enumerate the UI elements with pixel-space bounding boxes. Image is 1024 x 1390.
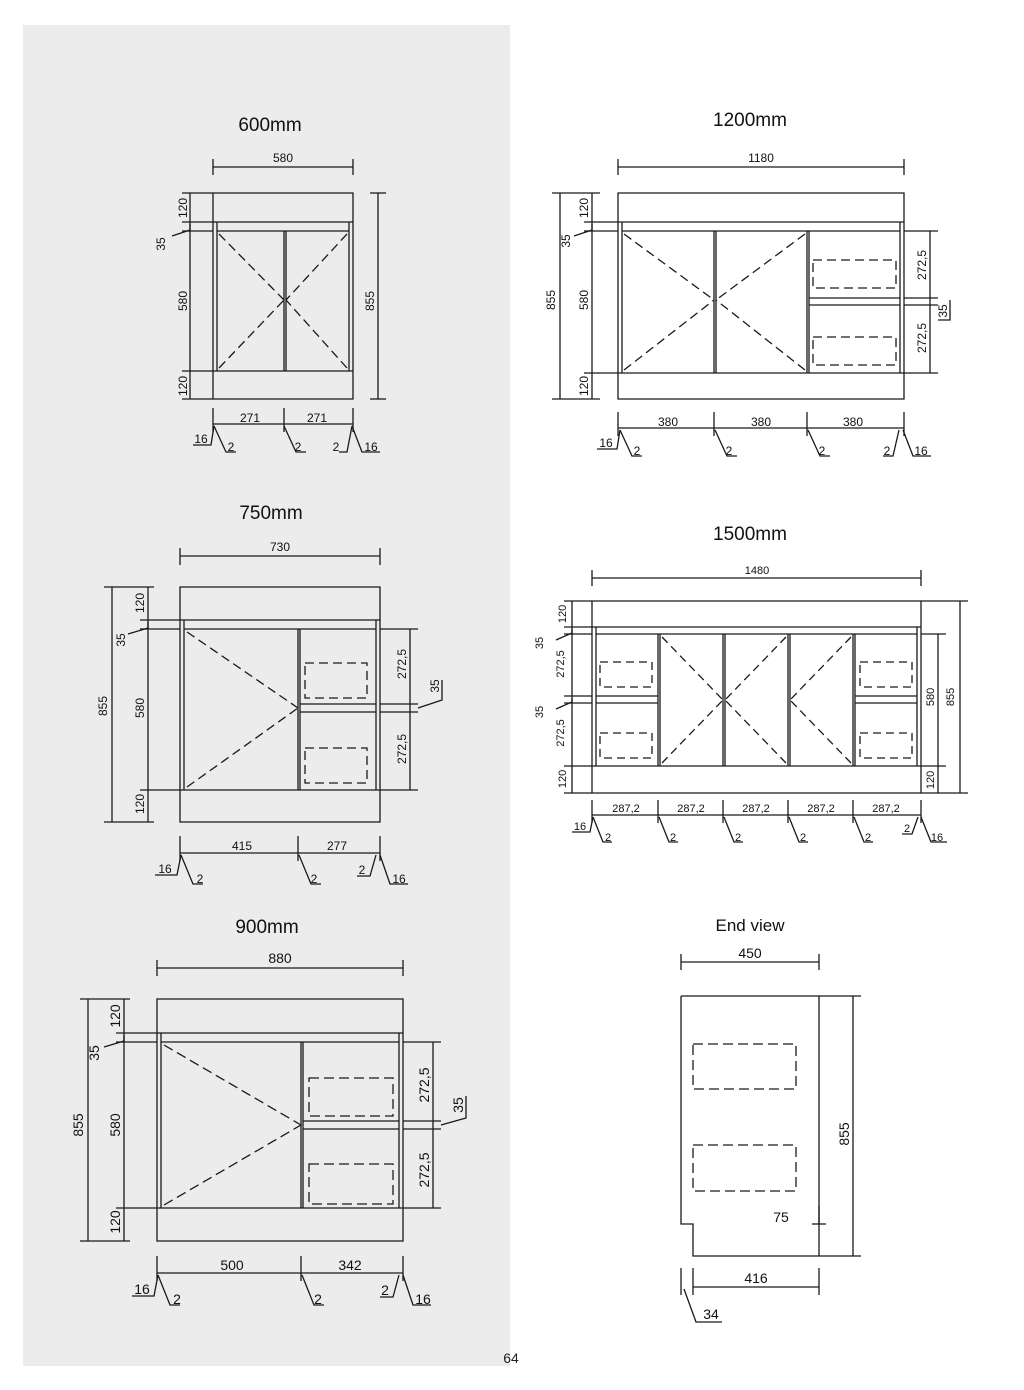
dim-gap-mid: 2 bbox=[310, 872, 318, 886]
drawer-handle-cutout bbox=[813, 337, 896, 365]
dim-door-3: 380 bbox=[842, 415, 864, 429]
dim-depth: 450 bbox=[738, 945, 762, 961]
dim-col-5: 287,2 bbox=[872, 803, 900, 815]
dim-body: 580 bbox=[107, 1113, 123, 1137]
door-open-marks bbox=[600, 637, 912, 763]
dim-base: 120 bbox=[176, 375, 190, 397]
dim-width: 1480 bbox=[744, 565, 770, 577]
dim-base: 120 bbox=[557, 769, 569, 789]
dim-gap-2: 2 bbox=[725, 444, 733, 458]
dim-gap-right: 2 bbox=[332, 440, 340, 454]
drawer-handle-cutout bbox=[600, 733, 652, 758]
dim-col-3: 287,2 bbox=[742, 803, 770, 815]
dim-drawer-1: 272,5 bbox=[915, 249, 929, 281]
title-1200mm: 1200mm bbox=[713, 110, 787, 131]
dim-gap: 35 bbox=[114, 633, 128, 647]
dim-gap-left: 2 bbox=[173, 1291, 181, 1307]
drawer-handle-cutout bbox=[693, 1145, 796, 1191]
door-open-marks bbox=[624, 234, 896, 370]
dim-height: 855 bbox=[836, 1122, 852, 1146]
dim-drawer-1: 272,5 bbox=[395, 648, 409, 680]
dim-drawer-gap: 35 bbox=[450, 1097, 466, 1113]
dim-base: 120 bbox=[133, 793, 147, 815]
dim-kick-depth: 416 bbox=[744, 1270, 768, 1286]
dim-base: 120 bbox=[107, 1210, 123, 1234]
dim-door-right: 271 bbox=[306, 411, 328, 425]
dim-gap-e: 2 bbox=[864, 832, 872, 844]
dim-door-right: 342 bbox=[338, 1257, 362, 1273]
cabinet-outline bbox=[592, 601, 921, 793]
dim-door-left: 271 bbox=[239, 411, 261, 425]
dim-edge-left: 16 bbox=[573, 821, 587, 833]
dim-gap-mid: 2 bbox=[314, 1291, 322, 1307]
page-number: 64 bbox=[503, 1350, 519, 1366]
dim-base-right: 120 bbox=[925, 770, 937, 790]
dim-gap-right: 2 bbox=[381, 1282, 389, 1298]
dim-drawer-2: 272,5 bbox=[395, 733, 409, 765]
dim-gap-3: 2 bbox=[818, 444, 826, 458]
title-750mm: 750mm bbox=[239, 503, 303, 524]
dim-width: 1180 bbox=[748, 151, 774, 165]
title-600mm: 600mm bbox=[238, 115, 302, 136]
drawer-handle-cutout bbox=[600, 662, 652, 687]
dim-gap-2: 35 bbox=[534, 705, 546, 719]
dim-gap: 35 bbox=[559, 234, 573, 248]
dim-edge-right: 16 bbox=[364, 440, 378, 454]
drawer-handle-cutout bbox=[860, 733, 912, 758]
dim-width: 580 bbox=[272, 151, 294, 165]
dim-edge-left: 16 bbox=[134, 1281, 150, 1297]
dim-height: 855 bbox=[70, 1113, 86, 1137]
dim-height: 855 bbox=[96, 695, 110, 717]
title-1500mm: 1500mm bbox=[713, 524, 787, 545]
dim-drawer-1: 272,5 bbox=[555, 650, 567, 678]
left-panel-background bbox=[23, 25, 510, 1366]
dim-body: 580 bbox=[925, 687, 937, 707]
dim-door-left: 415 bbox=[231, 839, 253, 853]
dim-height: 855 bbox=[544, 289, 558, 311]
dim-top: 120 bbox=[557, 604, 569, 624]
dim-gap: 35 bbox=[154, 237, 168, 251]
dim-edge-left: 16 bbox=[599, 436, 613, 450]
dim-gap-c: 2 bbox=[734, 832, 742, 844]
dim-drawer-2: 272,5 bbox=[416, 1152, 432, 1188]
dim-drawer-gap: 35 bbox=[936, 304, 950, 318]
cabinet-outline bbox=[618, 193, 904, 399]
dim-gap-a: 2 bbox=[604, 832, 612, 844]
dim-top: 120 bbox=[133, 592, 147, 614]
dim-kick-height: 75 bbox=[773, 1209, 789, 1225]
dim-top: 120 bbox=[107, 1004, 123, 1028]
dim-edge-right: 16 bbox=[415, 1291, 431, 1307]
dim-width: 880 bbox=[268, 950, 292, 966]
dim-col-1: 287,2 bbox=[612, 803, 640, 815]
view-end bbox=[681, 954, 861, 1322]
dim-gap: 35 bbox=[86, 1045, 102, 1061]
dim-body: 580 bbox=[577, 289, 591, 311]
dim-gap-left: 2 bbox=[227, 440, 235, 454]
drawer-handle-cutout bbox=[693, 1044, 796, 1089]
dim-gap-d: 2 bbox=[799, 832, 807, 844]
title-end-view: End view bbox=[715, 916, 785, 935]
dim-drawer-2: 272,5 bbox=[555, 719, 567, 747]
dim-gap-b: 2 bbox=[669, 832, 677, 844]
dim-gap-f: 2 bbox=[903, 823, 911, 835]
dim-body: 580 bbox=[133, 697, 147, 719]
dim-top: 120 bbox=[176, 197, 190, 219]
dim-door-1: 380 bbox=[657, 415, 679, 429]
dim-edge-left: 16 bbox=[158, 862, 172, 876]
drawer-handle-cutout bbox=[860, 662, 912, 687]
view-1500mm bbox=[556, 570, 968, 842]
dim-drawer-2: 272,5 bbox=[915, 322, 929, 354]
dim-height: 855 bbox=[945, 687, 957, 707]
dim-edge-right: 16 bbox=[392, 872, 406, 886]
drawer-handle-cutout bbox=[813, 260, 896, 288]
dim-gap-1: 2 bbox=[633, 444, 641, 458]
dim-col-4: 287,2 bbox=[807, 803, 835, 815]
dim-width: 730 bbox=[269, 540, 291, 554]
dim-drawer-gap: 35 bbox=[428, 679, 442, 693]
dim-base: 120 bbox=[577, 375, 591, 397]
view-1200mm bbox=[552, 159, 950, 456]
dim-kick-inset: 34 bbox=[703, 1306, 719, 1322]
dim-edge-right: 16 bbox=[914, 444, 928, 458]
dim-top: 120 bbox=[577, 197, 591, 219]
dim-door-left: 500 bbox=[220, 1257, 244, 1273]
dim-gap-left: 2 bbox=[196, 872, 204, 886]
dim-col-2: 287,2 bbox=[677, 803, 705, 815]
dim-door-2: 380 bbox=[750, 415, 772, 429]
title-900mm: 900mm bbox=[235, 917, 299, 938]
end-panel-outline bbox=[681, 996, 819, 1256]
dim-edge-left: 16 bbox=[194, 432, 208, 446]
dim-height: 855 bbox=[363, 290, 377, 312]
dim-drawer-1: 272,5 bbox=[416, 1067, 432, 1103]
dim-edge-right: 16 bbox=[930, 832, 944, 844]
dim-gap-1: 35 bbox=[534, 636, 546, 650]
dim-gap-right: 2 bbox=[358, 863, 366, 877]
dim-gap-mid: 2 bbox=[294, 440, 302, 454]
dim-door-right: 277 bbox=[326, 839, 348, 853]
dim-body: 580 bbox=[176, 290, 190, 312]
dim-gap-4: 2 bbox=[883, 444, 891, 458]
